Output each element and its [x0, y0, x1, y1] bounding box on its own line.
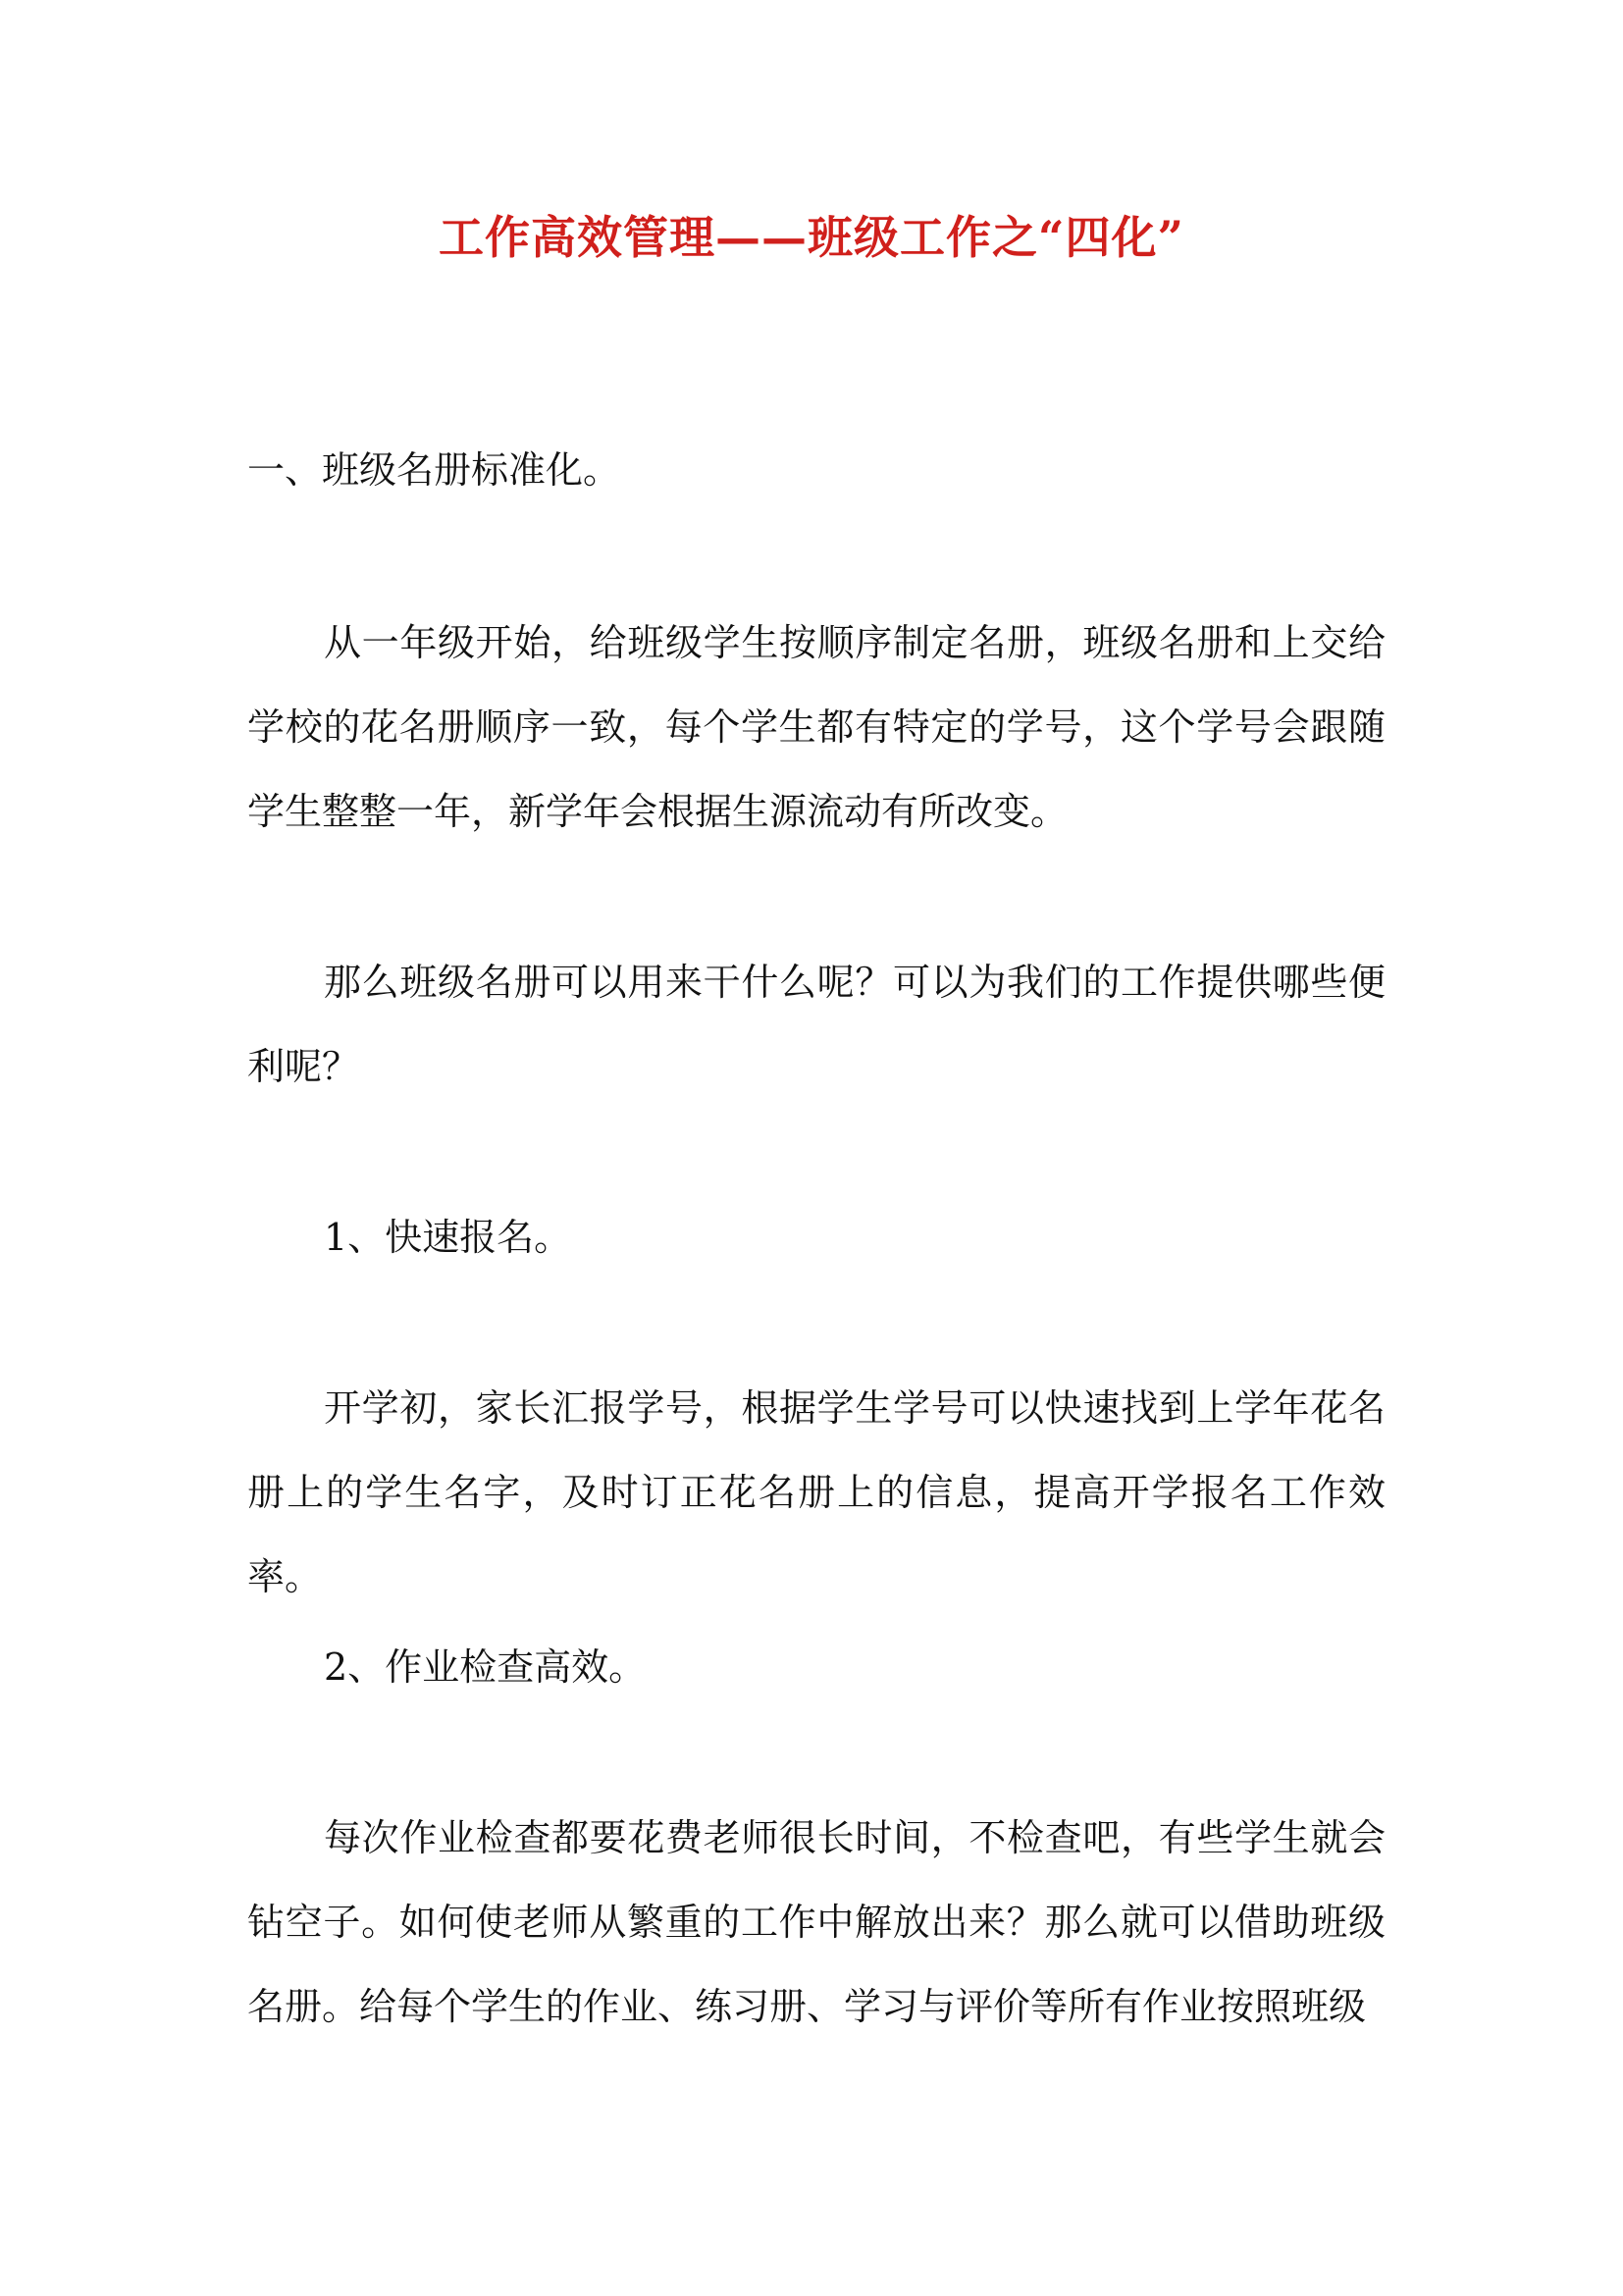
- document-title: 工作高效管理——班级工作之“四化”: [439, 211, 1184, 264]
- paragraph-quick-registration: 开学初，家长汇报学号，根据学生学号可以快速找到上学年花名册上的学生名字，及时订正花名册上的信息，提高开学报名工作效率。: [247, 1386, 1386, 1598]
- paragraph-question: 那么班级名册可以用来干什么呢？可以为我们的工作提供哪些便利呢？: [247, 961, 1386, 1088]
- subheading-quick-registration: 1、快速报名。: [324, 1216, 572, 1259]
- section-heading-1: 一、班级名册标准化。: [247, 448, 621, 492]
- paragraph-homework-check: 每次作业检查都要花费老师很长时间，不检查吧，有些学生就会钻空子。如何使老师从繁重的工作中解放出来？那么就可以借助班级名册。给每个学生的作业、练习册、学习与评价等所有作业按照班级: [247, 1816, 1386, 2028]
- paragraph-intro: 从一年级开始，给班级学生按顺序制定名册，班级名册和上交给学校的花名册顺序一致，每个学生都有特定的学号，这个学号会跟随学生整整一年，新学年会根据生源流动有所改变。: [247, 621, 1386, 833]
- subheading-homework-check: 2、作业检查高效。: [324, 1645, 647, 1689]
